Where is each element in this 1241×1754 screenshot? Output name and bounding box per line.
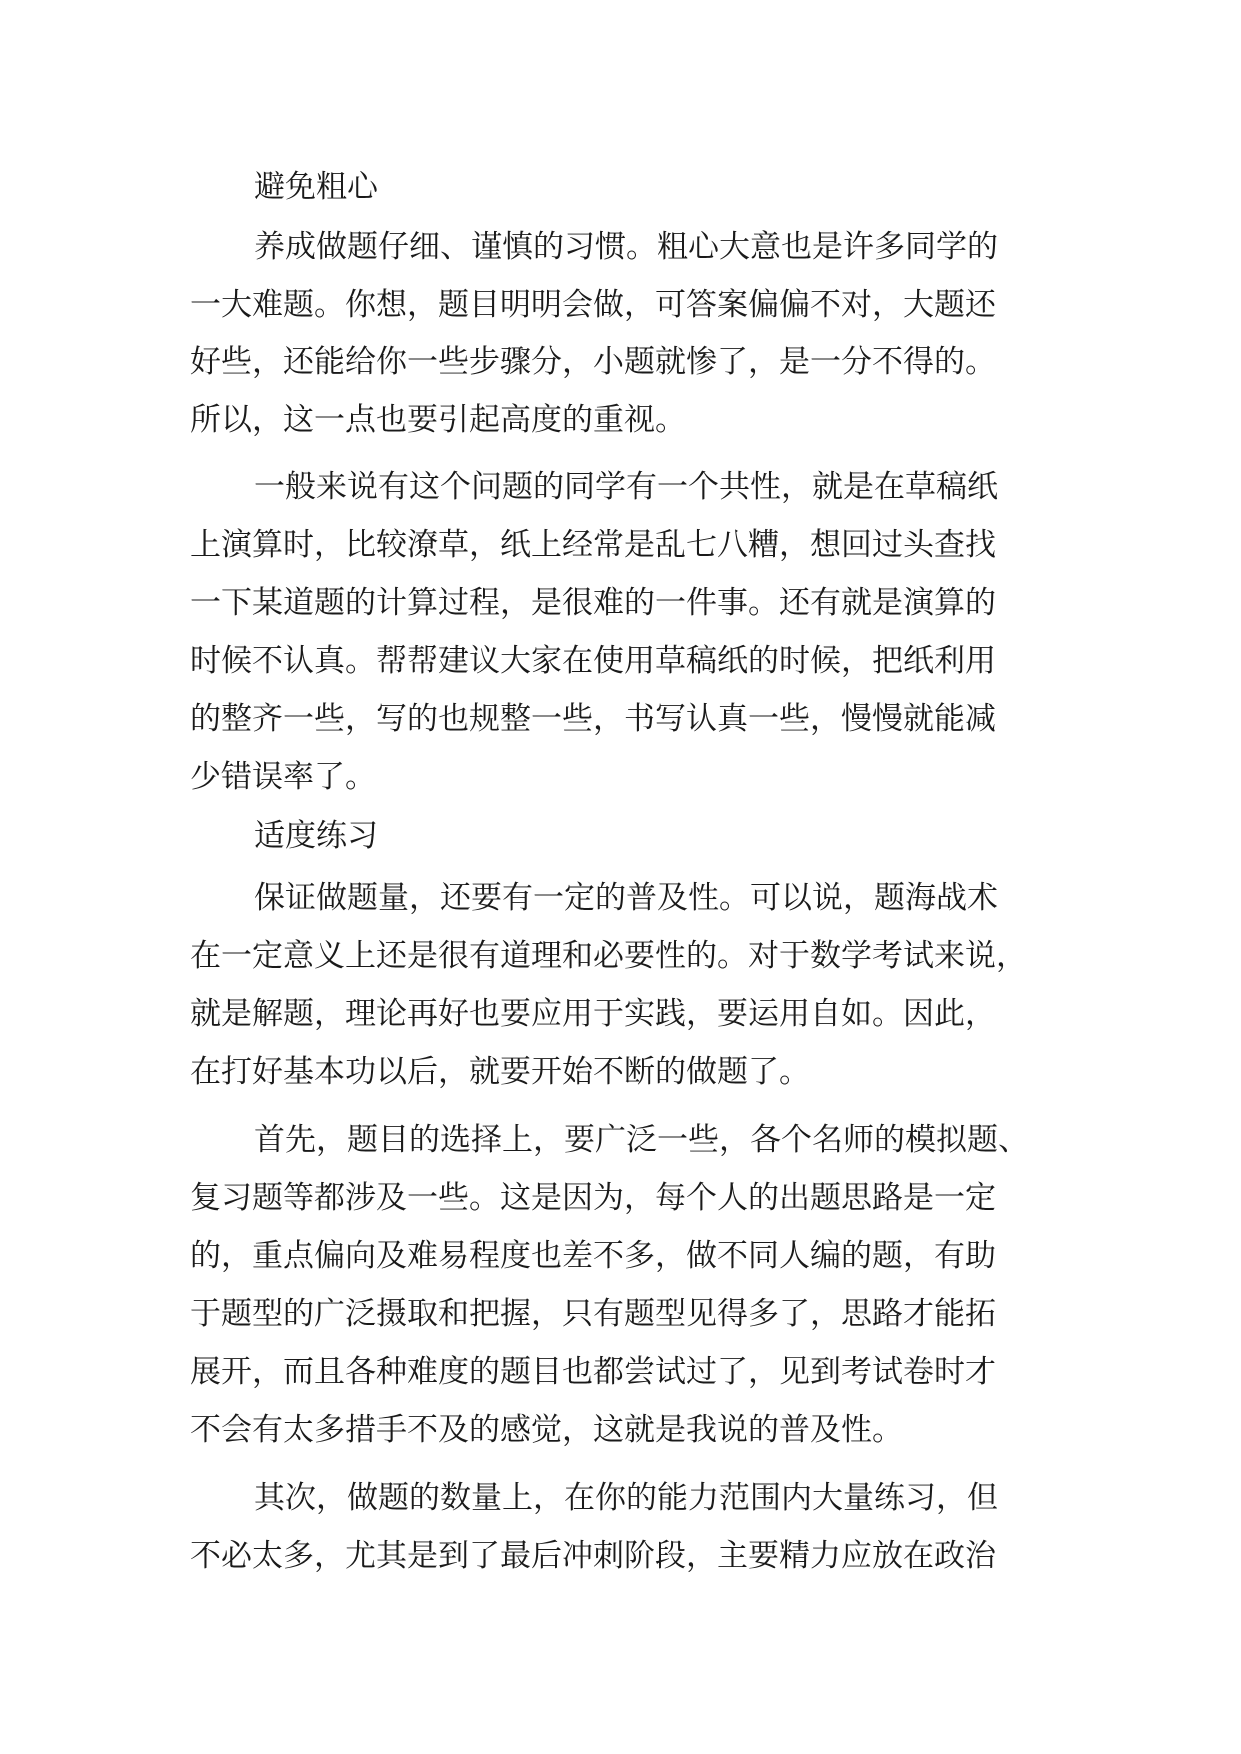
paragraph-line: 养成做题仔细、谨慎的习惯。粗心大意也是许多同学的	[254, 229, 998, 265]
paragraph-line: 于题型的广泛摄取和把握，只有题型见得多了，思路才能拓	[190, 1296, 996, 1332]
paragraph-line: 的，重点偏向及难易程度也差不多，做不同人编的题，有助	[190, 1238, 996, 1274]
paragraph-line: 其次，做题的数量上，在你的能力范围内大量练习，但	[254, 1480, 998, 1516]
paragraph-line: 不必太多，尤其是到了最后冲刺阶段，主要精力应放在政治	[190, 1538, 996, 1574]
paragraph-line: 不会有太多措手不及的感觉，这就是我说的普及性。	[190, 1412, 903, 1448]
paragraph-line: 时候不认真。帮帮建议大家在使用草稿纸的时候，把纸利用	[190, 643, 996, 679]
paragraph-line: 的整齐一些，写的也规整一些，书写认真一些，慢慢就能减	[190, 701, 996, 737]
paragraph-line: 好些，还能给你一些步骤分，小题就惨了，是一分不得的。	[190, 344, 996, 380]
paragraph-line: 一大难题。你想，题目明明会做，可答案偏偏不对，大题还	[190, 287, 996, 323]
paragraph-line: 在打好基本功以后，就要开始不断的做题了。	[190, 1054, 810, 1090]
paragraph-line: 一般来说有这个问题的同学有一个共性，就是在草稿纸	[254, 469, 998, 505]
paragraph-line: 复习题等都涉及一些。这是因为，每个人的出题思路是一定	[190, 1180, 996, 1216]
paragraph-line: 上演算时，比较潦草，纸上经常是乱七八糟，想回过头查找	[190, 527, 996, 563]
heading-avoid-carelessness: 避免粗心	[254, 169, 378, 205]
paragraph-line: 首先，题目的选择上，要广泛一些，各个名师的模拟题、	[254, 1122, 1029, 1158]
paragraph-line: 保证做题量，还要有一定的普及性。可以说，题海战术	[254, 880, 998, 916]
paragraph-line: 展开，而且各种难度的题目也都尝试过了，见到考试卷时才	[190, 1354, 996, 1390]
paragraph-line: 所以，这一点也要引起高度的重视。	[190, 402, 686, 438]
paragraph-line: 少错误率了。	[190, 759, 376, 795]
paragraph-line: 在一定意义上还是很有道理和必要性的。对于数学考试来说，	[190, 938, 1027, 974]
paragraph-line: 一下某道题的计算过程，是很难的一件事。还有就是演算的	[190, 585, 996, 621]
heading-moderate-practice: 适度练习	[254, 818, 378, 854]
paragraph-line: 就是解题，理论再好也要应用于实践，要运用自如。因此，	[190, 996, 996, 1032]
